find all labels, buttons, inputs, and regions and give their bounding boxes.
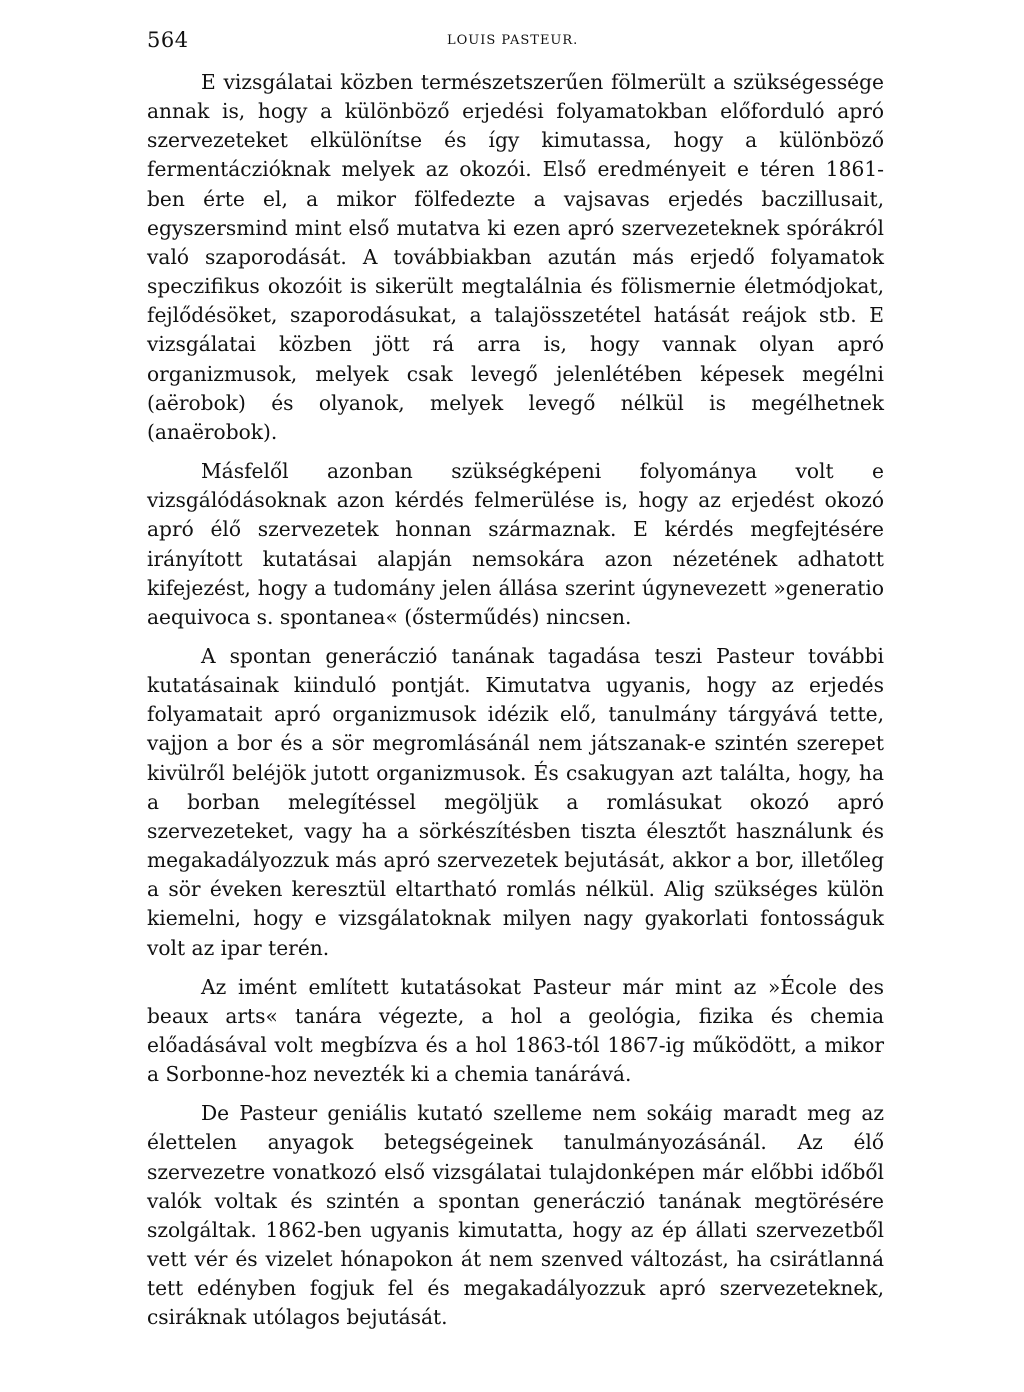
paragraph-5: De Pasteur geniális kutató szelleme nem sokáig maradt meg az élettelen anyagok betegségeinek tanulmányozásánál. Az élő szervezetre vonatkozó első vizsgálatai tulajdonképen már előbbi időből valók voltak és szintén a spontan generáczió tanának megtörésére szolgáltak. 1862-ben ugyanis kimutatta, hogy az ép állati szervezetből vett vér és vizelet hónapokon át nem szenved változást, ha csirátlanná tett edényben fogjuk fel és megakadályozzuk apró szervezeteknek, csiráknak utólagos bejutását. xyxy=(147,1101,884,1330)
paragraph-4: Az imént említett kutatásokat Pasteur már mint az »École des beaux arts« tanára végezte, a hol a geológia, fizika és chemia előadásával volt megbízva és a hol 1863-tól 1867-ig működött, a mikor a Sorbonne-hoz nevezték ki a chemia tanárává. xyxy=(147,974,884,1087)
paragraph-2: Másfelől azonban szükségképeni folyománya volt e vizsgálódásoknak azon kérdés felmerülése is, hogy az erjedést okozó apró élő szervezetek honnan származnak. E kérdés megfejtésére irányított kutatásai alapján nemsokára azon nézetének adhatott kifejezést, hogy a tudomány jelen állása szerint úgynevezett »generatio aequivoca s. spontanea« (ősterműdés) nincsen. xyxy=(147,459,884,629)
paragraph-3: A spontan generáczió tanának tagadása teszi Pasteur további kutatásainak kiinduló pontját. Kimutatva ugyanis, hogy az erjedés folyamatait apró organizmusok idézik elő, tanulmány tárgyává tette, vajjon a bor és a sör megromlásánál nem játszanak-e szintén szerepet kivülről beléjök jutott organizmusok. És csakugyan azt találta, hogy, ha a borban melegítéssel megöljük a romlásukat okozó apró szervezeteket, vagy ha a sörkészítésben tiszta élesztőt használunk és megakadályozzuk más apró szervezetek bejutását, akkor a bor, illetőleg a sör éveken keresztül eltartható romlás nélkül. Alig szükséges külön kiemelni, hogy e vizsgálatoknak milyen nagy gyakorlati fontosságuk volt az ipar terén. xyxy=(147,643,884,960)
running-head: LOUIS PASTEUR. xyxy=(447,33,579,48)
body-text xyxy=(147,68,884,1333)
page-number: 564 xyxy=(147,28,189,52)
page-header xyxy=(147,28,884,68)
book-page xyxy=(147,28,884,1333)
paragraph-1: E vizsgálatai közben természetszerűen fölmerült a szükségessége annak is, hogy a különböző erjedési folyamatokban előforduló apró szervezeteket elkülönítse és így kimutassa, hogy a különböző fermentáczióknak melyek az okozói. Első eredményeit e téren 1861-ben érte el, a mikor fölfedezte a vajsavas erjedés baczillusait, egyszersmind mint első mutatva ki ezen apró szervezeteknek spórákról való szaporodását. A továbbiakban azután más erjedő folyamatok speczifikus okozóit is sikerült megtalálnia és fölismernie életmódjokat, fejlődésöket, szaporodásukat, a talajösszetétel hatását reájok stb. E vizsgálatai közben jött rá arra is, hogy vannak olyan apró organizmusok, melyek csak levegő jelenlétében képesek megélni (aërobok) és olyanok, melyek levegő nélkül is megélhetnek (anaërobok). xyxy=(147,70,884,444)
